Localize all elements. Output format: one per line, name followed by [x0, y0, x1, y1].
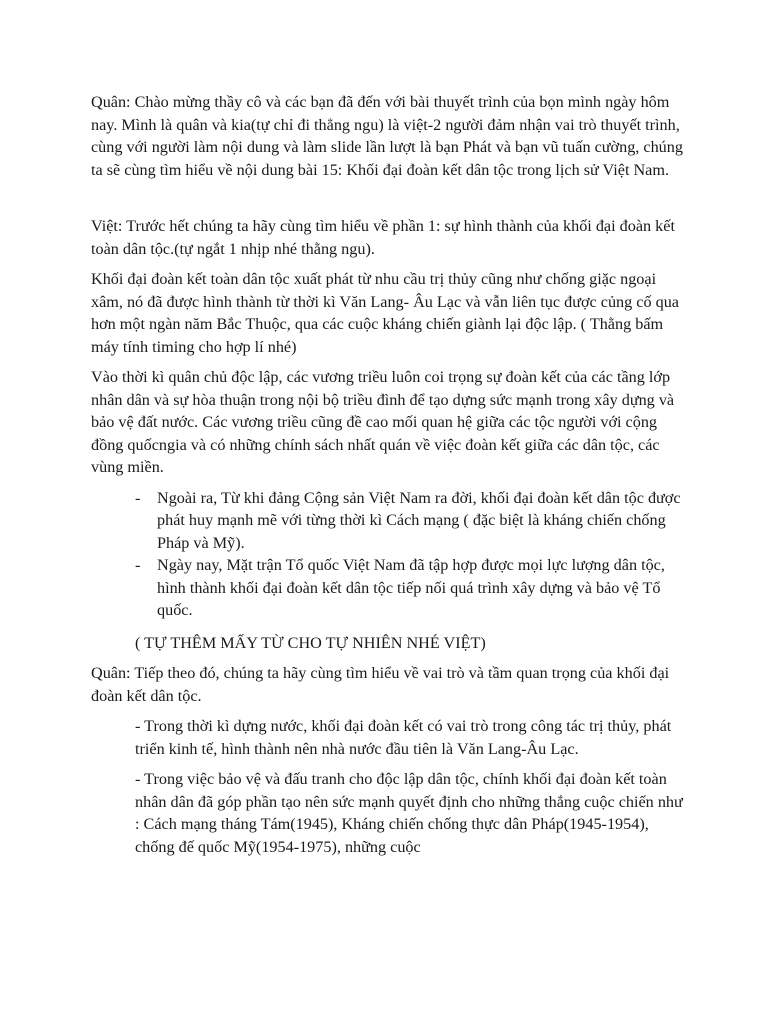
- note-line: ( TỰ THÊM MẤY TỪ CHO TỰ NHIÊN NHÉ VIỆT): [135, 633, 486, 652]
- viet-part1-paragraph: Việt: Trước hết chúng ta hãy cùng tìm hiểu về phần 1: sự hình thành của khối đại đoàn kết toàn dân tộc.(tự ngắt 1 nhịp nhé thằng ngu).: [91, 217, 675, 258]
- role-defense-paragraph: - Trong việc bảo vệ và đấu tranh cho độc lập dân tộc, chính khối đại đoàn kết toàn nhân dân đã góp phần tạo nên sức mạnh quyết định cho những thắng cuộc chiến như : Cách mạng tháng Tám(1945), Kháng chiến chống thực dân Pháp(1945-1954), chống đế quốc Mỹ(1954-1975), những cuộc: [135, 770, 683, 856]
- bullet-mark: -: [135, 488, 141, 507]
- bullet-mark: -: [135, 556, 141, 574]
- formation-paragraph: Khối đại đoàn kết toàn dân tộc xuất phát từ nhu cầu trị thủy cũng như chống giặc ngoại xâm, nó đã được hình thành từ thời kì Văn Lang- Âu Lạc và vẫn liên tục được củng cố qua hơn một ngàn năm Bắc Thuộc, qua các cuộc kháng chiến giành lại độc lập. ( Thằng bấm máy tính timing cho hợp lí nhé): [91, 270, 679, 356]
- bullet-list: [91, 487, 683, 622]
- list-item: [91, 487, 683, 555]
- bullet-text: Ngày nay, Mặt trận Tổ quốc Việt Nam đã tập hợp được mọi lực lượng dân tộc, hình thành khối đại đoàn kết dân tộc tiếp nối quá trình xây dựng và bảo vệ Tổ quốc.: [157, 556, 665, 619]
- quan-part2-paragraph: Quân: Tiếp theo đó, chúng ta hãy cùng tìm hiểu về vai trò và tầm quan trọng của khối đại đoàn kết dân tộc.: [91, 664, 670, 705]
- bullet-text: Ngoài ra, Từ khi đảng Cộng sản Việt Nam ra đời, khối đại đoàn kết dân tộc được phát huy mạnh mẽ với từng thời kì Cách mạng ( đặc biệt là kháng chiến chống Pháp và Mỹ).: [157, 488, 681, 552]
- role-building-paragraph: - Trong thời kì dựng nước, khối đại đoàn kết có vai trò trong công tác trị thủy, phát triển kinh tế, hình thành nên nhà nước đầu tiên là Văn Lang-Âu Lạc.: [135, 717, 672, 758]
- document-page: [91, 91, 683, 866]
- intro-paragraph: Quân: Chào mừng thầy cô và các bạn đã đến với bài thuyết trình của bọn mình ngày hôm nay. Mình là quân và kia(tự chỉ đi thẳng ngu) là việt-2 người đảm nhận vai trò thuyết trình, cùng với người làm nội dung và làm slide lần lượt là bạn Phát và bạn vũ tuấn cường, chúng ta sẽ cùng tìm hiểu về nội dung bài 15: Khối đại đoàn kết dân tộc trong lịch sử Việt Nam.: [91, 93, 683, 179]
- independence-paragraph: Vào thời kì quân chủ độc lập, các vương triều luôn coi trọng sự đoàn kết của các tầng lớp nhân dân và sự hòa thuận trong nội bộ triều đình để tạo dựng sức mạnh trong xây dựng và bảo vệ đất nước. Các vương triều cũng đề cao mối quan hệ giữa các tộc người với cộng đồng quốcngia và có những chính sách nhất quán về việc đoàn kết giữa các dân tộc, các vùng miền.: [91, 368, 675, 476]
- list-item: [91, 554, 683, 622]
